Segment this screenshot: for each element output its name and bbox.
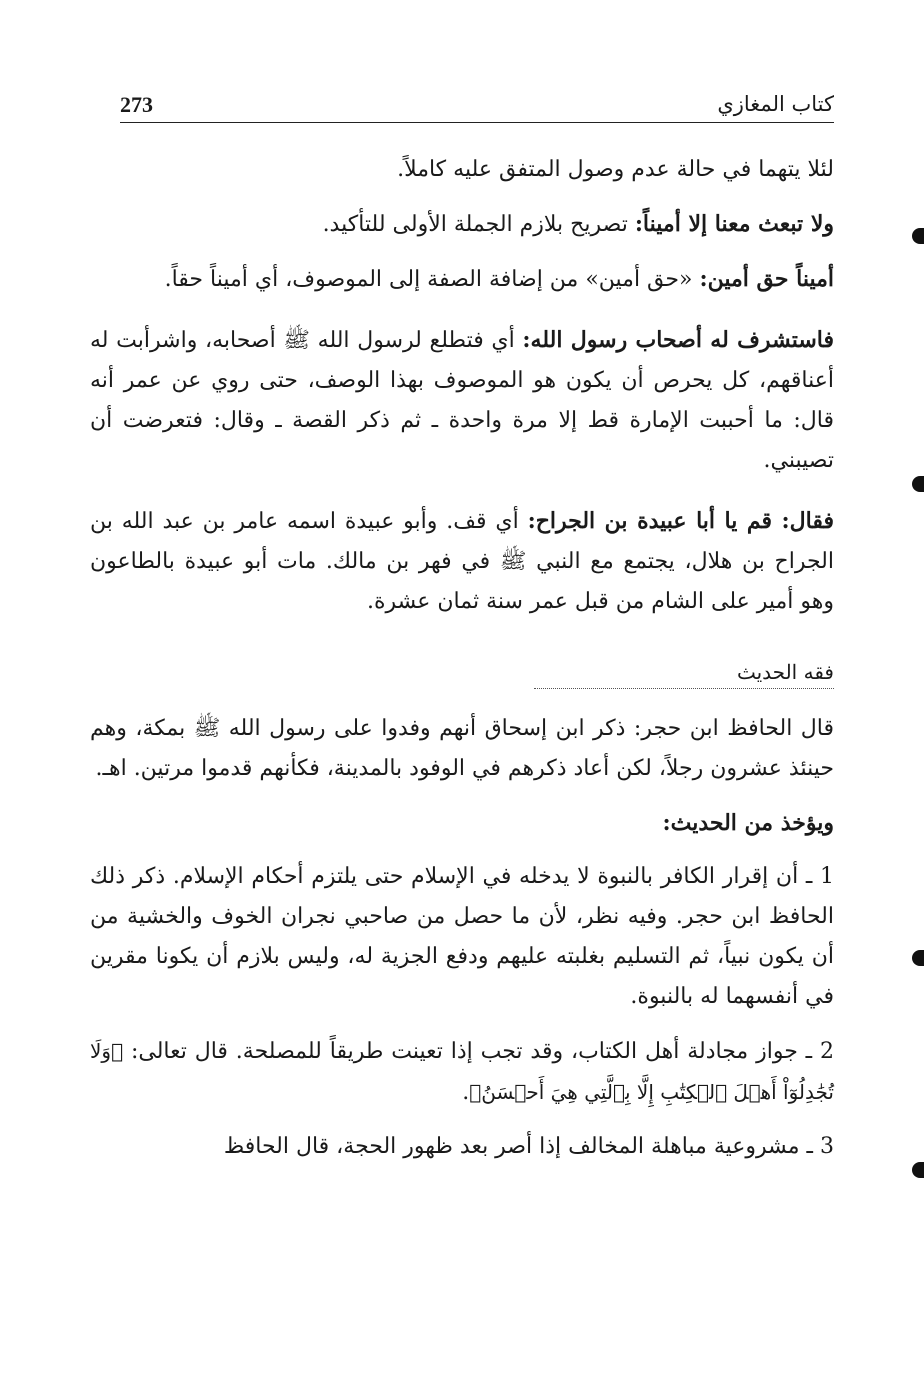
paragraph-4-text: أي فتطلع لرسول الله ﷺ أصحابه، واشرأبت له أعناقهم، كل يحرص أن يكون هو الموصوف بهذا الوصف، حتى روي عن عمر أنه قال: ما أحببت الإمارة قط إلا مرة واحدة ـ ثم ذكر القصة ـ وقال: فتعرضت أن تصيبني. bbox=[90, 328, 834, 473]
paragraph-5-text: أي قف. وأبو عبيدة اسمه عامر بن عبد الله بن الجراح بن هلال، يجتمع مع النبي ﷺ في فهر بن مالك. مات أبو عبيدة بالطاعون وهو أمير على الشام من قبل عمر سنة ثمان عشرة. bbox=[90, 509, 834, 614]
list-item-3 bbox=[90, 1127, 834, 1167]
paragraph-5 bbox=[90, 501, 834, 622]
edge-mark-2 bbox=[912, 476, 924, 492]
list-item-2-end: . bbox=[462, 1080, 470, 1105]
running-title: كتاب المغازي bbox=[717, 92, 834, 116]
paragraph-1-text: لئلا يتهما في حالة عدم وصول المتفق عليه كاملاً. bbox=[397, 157, 834, 182]
page-content bbox=[90, 150, 834, 1167]
paragraph-1 bbox=[90, 150, 834, 190]
list-item-2 bbox=[90, 1031, 834, 1113]
quran-verse: ﴿وَلَا تُجَٰدِلُوٓاْ أَهۡلَ ٱلۡكِتَٰبِ إِلَّا بِٱلَّتِي هِيَ أَحۡسَنُ﴾ bbox=[90, 1039, 834, 1104]
list-item-1 bbox=[90, 857, 834, 1017]
lemma-2: ولا تبعث معنا إلا أميناً: bbox=[634, 211, 834, 237]
lemma-4: فاستشرف له أصحاب رسول الله: bbox=[522, 327, 834, 353]
paragraph-3-text: «حق أمين» من إضافة الصفة إلى الموصوف، أي أميناً حقاً. bbox=[164, 267, 700, 292]
section-heading: فقه الحديث bbox=[736, 660, 834, 684]
page-header bbox=[120, 78, 834, 123]
paragraph-2 bbox=[90, 204, 834, 245]
list-item-3-text: 3 ـ مشروعية مباهلة المخالف إذا أصر بعد ظهور الحجة، قال الحافظ bbox=[223, 1134, 834, 1159]
section-heading-rule bbox=[534, 688, 834, 689]
edge-mark-3 bbox=[912, 950, 924, 966]
paragraph-2-text: تصريح بلازم الجملة الأولى للتأكيد. bbox=[322, 212, 635, 237]
paragraph-6 bbox=[90, 709, 834, 789]
subheading: ويؤخذ من الحديث: bbox=[662, 810, 834, 836]
section-heading-block bbox=[90, 622, 834, 689]
page-number: 273 bbox=[120, 92, 153, 117]
paragraph-3 bbox=[90, 259, 834, 300]
lemma-5: فقال: قم يا أبا عبيدة بن الجراح: bbox=[527, 508, 834, 534]
paragraph-6-text: قال الحافظ ابن حجر: ذكر ابن إسحاق أنهم وفدوا على رسول الله ﷺ بمكة، وهم حينئذ عشرون رجلاً، لكن أعاد ذكرهم في الوفود بالمدينة، فكأنهم قدموا مرتين. اهـ. bbox=[90, 716, 834, 781]
list-item-1-text: 1 ـ أن إقرار الكافر بالنبوة لا يدخله في الإسلام حتى يلتزم أحكام الإسلام. ذكر ذلك الحافظ ابن حجر. وفيه نظر، لأن ما حصل من صاحبي نجران الخوف والخشية من أن يكون نبياً، ثم التسليم بغلبته عليهم ودفع الجزية له، وليس بلازم أن يكونا مقرين في أنفسهما له بالنبوة. bbox=[90, 864, 834, 1009]
list-item-2-text: 2 ـ جواز مجادلة أهل الكتاب، وقد تجب إذا تعينت طريقاً للمصلحة. قال تعالى: bbox=[123, 1039, 834, 1064]
edge-mark-1 bbox=[912, 228, 924, 244]
paragraph-4 bbox=[90, 320, 834, 481]
lemma-3: أميناً حق أمين: bbox=[699, 266, 834, 292]
edge-mark-4 bbox=[912, 1162, 924, 1178]
